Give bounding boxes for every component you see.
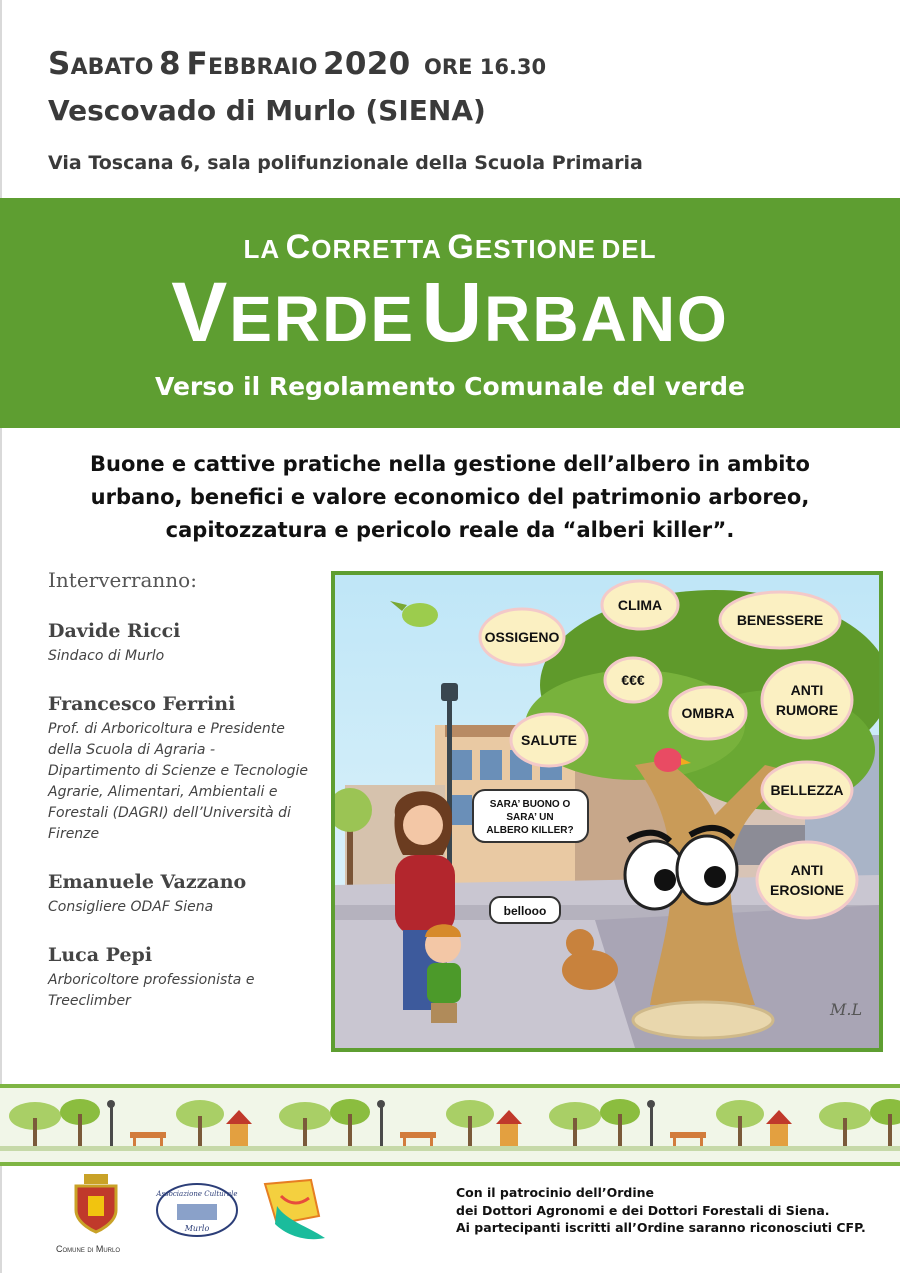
event-venue: Vescovado di Murlo (SIENA) <box>48 94 486 127</box>
speaker-role-line: Firenze <box>48 826 100 842</box>
event-description <box>60 448 840 547</box>
speaker-name: Francesco Ferrini <box>48 693 236 715</box>
date-month-initial: F <box>186 46 208 82</box>
description-line: capitozzatura e pericolo reale da “alberi killer”. <box>165 518 735 542</box>
cloud-label-anti-erosione: ANTI <box>790 862 824 878</box>
speaker-role-line: Dipartimento di Scienze e Tecnologie <box>48 763 308 779</box>
speaker-item <box>48 871 318 918</box>
speech-child-text: bellooo <box>503 904 547 918</box>
speaker-name: Emanuele Vazzano <box>48 871 247 893</box>
cloud-label-euro: €€€ <box>621 672 645 688</box>
speaker-item <box>48 620 318 667</box>
left-edge-rule <box>0 0 2 1273</box>
cloud-label-salute: SALUTE <box>521 732 577 748</box>
main-title-word: RBANO <box>484 283 729 355</box>
date-month-rest: EBBRAIO <box>207 55 318 80</box>
pre-title-word: ORRETTA <box>311 234 442 264</box>
cloud-label-anti-erosione: EROSIONE <box>770 882 844 898</box>
event-address: Via Toscana 6, sala polifunzionale della Scuola Primaria <box>48 152 643 174</box>
main-title-initial: V <box>171 265 230 359</box>
event-time: ORE 16.30 <box>424 55 547 79</box>
park-pattern <box>0 1084 900 1166</box>
speaker-role <box>48 897 318 918</box>
description-line: Buone e cattive pratiche nella gestione dell’albero in ambito <box>90 452 810 476</box>
date-weekday-initial: S <box>48 46 71 82</box>
banner-subtitle: Verso il Regolamento Comunale del verde <box>154 372 746 401</box>
cloud-label-benessere: BENESSERE <box>736 612 824 628</box>
speakers-heading: Interverranno: <box>48 568 197 592</box>
speaker-role-line: Sindaco di Murlo <box>48 648 165 664</box>
date-year: 2020 <box>322 46 411 82</box>
cloud-label-anti-rumore: RUMORE <box>775 702 839 718</box>
associazione-culturale-logo-icon <box>155 1182 239 1238</box>
speaker-role <box>48 646 318 667</box>
speaker-role-line: Prof. di Arboricoltura e Presidente <box>48 721 285 737</box>
speaker-role <box>48 719 318 845</box>
cloud-label-bellezza: BELLEZZA <box>770 782 844 798</box>
artist-signature: M.L <box>830 1000 863 1019</box>
speech-woman-line: SARA’ BUONO O <box>489 799 571 810</box>
cloud-label-anti-rumore: ANTI <box>790 682 824 698</box>
speech-woman-line: ALBERO KILLER? <box>486 825 574 836</box>
patronage-line: Ai partecipanti iscritti all’Ordine saranno riconosciuti CFP. <box>456 1220 866 1235</box>
patronage-line: dei Dottori Agronomi e dei Dottori Forestali di Siena. <box>456 1202 830 1218</box>
cloud-label-clima: CLIMA <box>617 597 663 613</box>
park-border-strip <box>0 1084 900 1166</box>
cloud-label-ombra: OMBRA <box>681 705 735 721</box>
patronage-note <box>456 1184 866 1237</box>
main-title-initial: U <box>421 265 485 359</box>
pre-title-initial: G <box>447 228 475 266</box>
main-title-word: ERDE <box>229 283 416 355</box>
green-bird-icon <box>402 603 438 627</box>
speakers-list <box>48 568 318 1030</box>
main-title <box>0 264 900 361</box>
tree-cartoon-illustration <box>331 571 883 1052</box>
murlo-coat-of-arms-icon <box>70 1174 122 1234</box>
description-line: urbano, benefici e valore economico del patrimonio arboreo, <box>90 485 810 509</box>
speaker-item <box>48 693 318 845</box>
speaker-role-line: Arboricoltore professionista e <box>48 972 255 988</box>
red-bird-icon <box>654 748 682 772</box>
speaker-item <box>48 944 318 1012</box>
patronage-line: Con il patrocinio dell’Ordine <box>456 1185 655 1200</box>
pre-title <box>0 228 900 267</box>
title-banner <box>0 198 900 428</box>
pre-title-initial: C <box>285 228 312 266</box>
speaker-name: Luca Pepi <box>48 944 153 966</box>
event-date <box>48 46 546 82</box>
odaf-logo-icon <box>257 1176 331 1246</box>
cartoon-scene <box>335 575 879 1048</box>
date-day: 8 <box>159 46 181 82</box>
speaker-name: Davide Ricci <box>48 620 181 642</box>
speaker-role <box>48 970 318 1012</box>
speaker-role-line: Agrarie, Alimentari, Ambientali e <box>48 784 278 800</box>
speech-woman-line: SARA’ UN <box>506 812 554 823</box>
speaker-role-line: della Scuola di Agraria - <box>48 742 216 758</box>
pre-title-word: DEL <box>601 234 657 264</box>
assoc-logo-text: Murlo <box>184 1224 210 1233</box>
pre-title-word: ESTIONE <box>474 234 596 264</box>
speaker-role-line: Forestali (DAGRI) dell’Università di <box>48 805 291 821</box>
speaker-role-line: Treeclimber <box>48 993 131 1009</box>
assoc-logo-text: Associazione Culturale <box>156 1190 238 1198</box>
murlo-caption: Comune di Murlo <box>56 1244 121 1254</box>
pre-title-word: LA <box>243 234 281 264</box>
cloud-label-ossigeno: OSSIGENO <box>484 629 560 645</box>
date-weekday-rest: ABATO <box>70 55 154 80</box>
speaker-role-line: Consigliere ODAF Siena <box>48 899 214 915</box>
